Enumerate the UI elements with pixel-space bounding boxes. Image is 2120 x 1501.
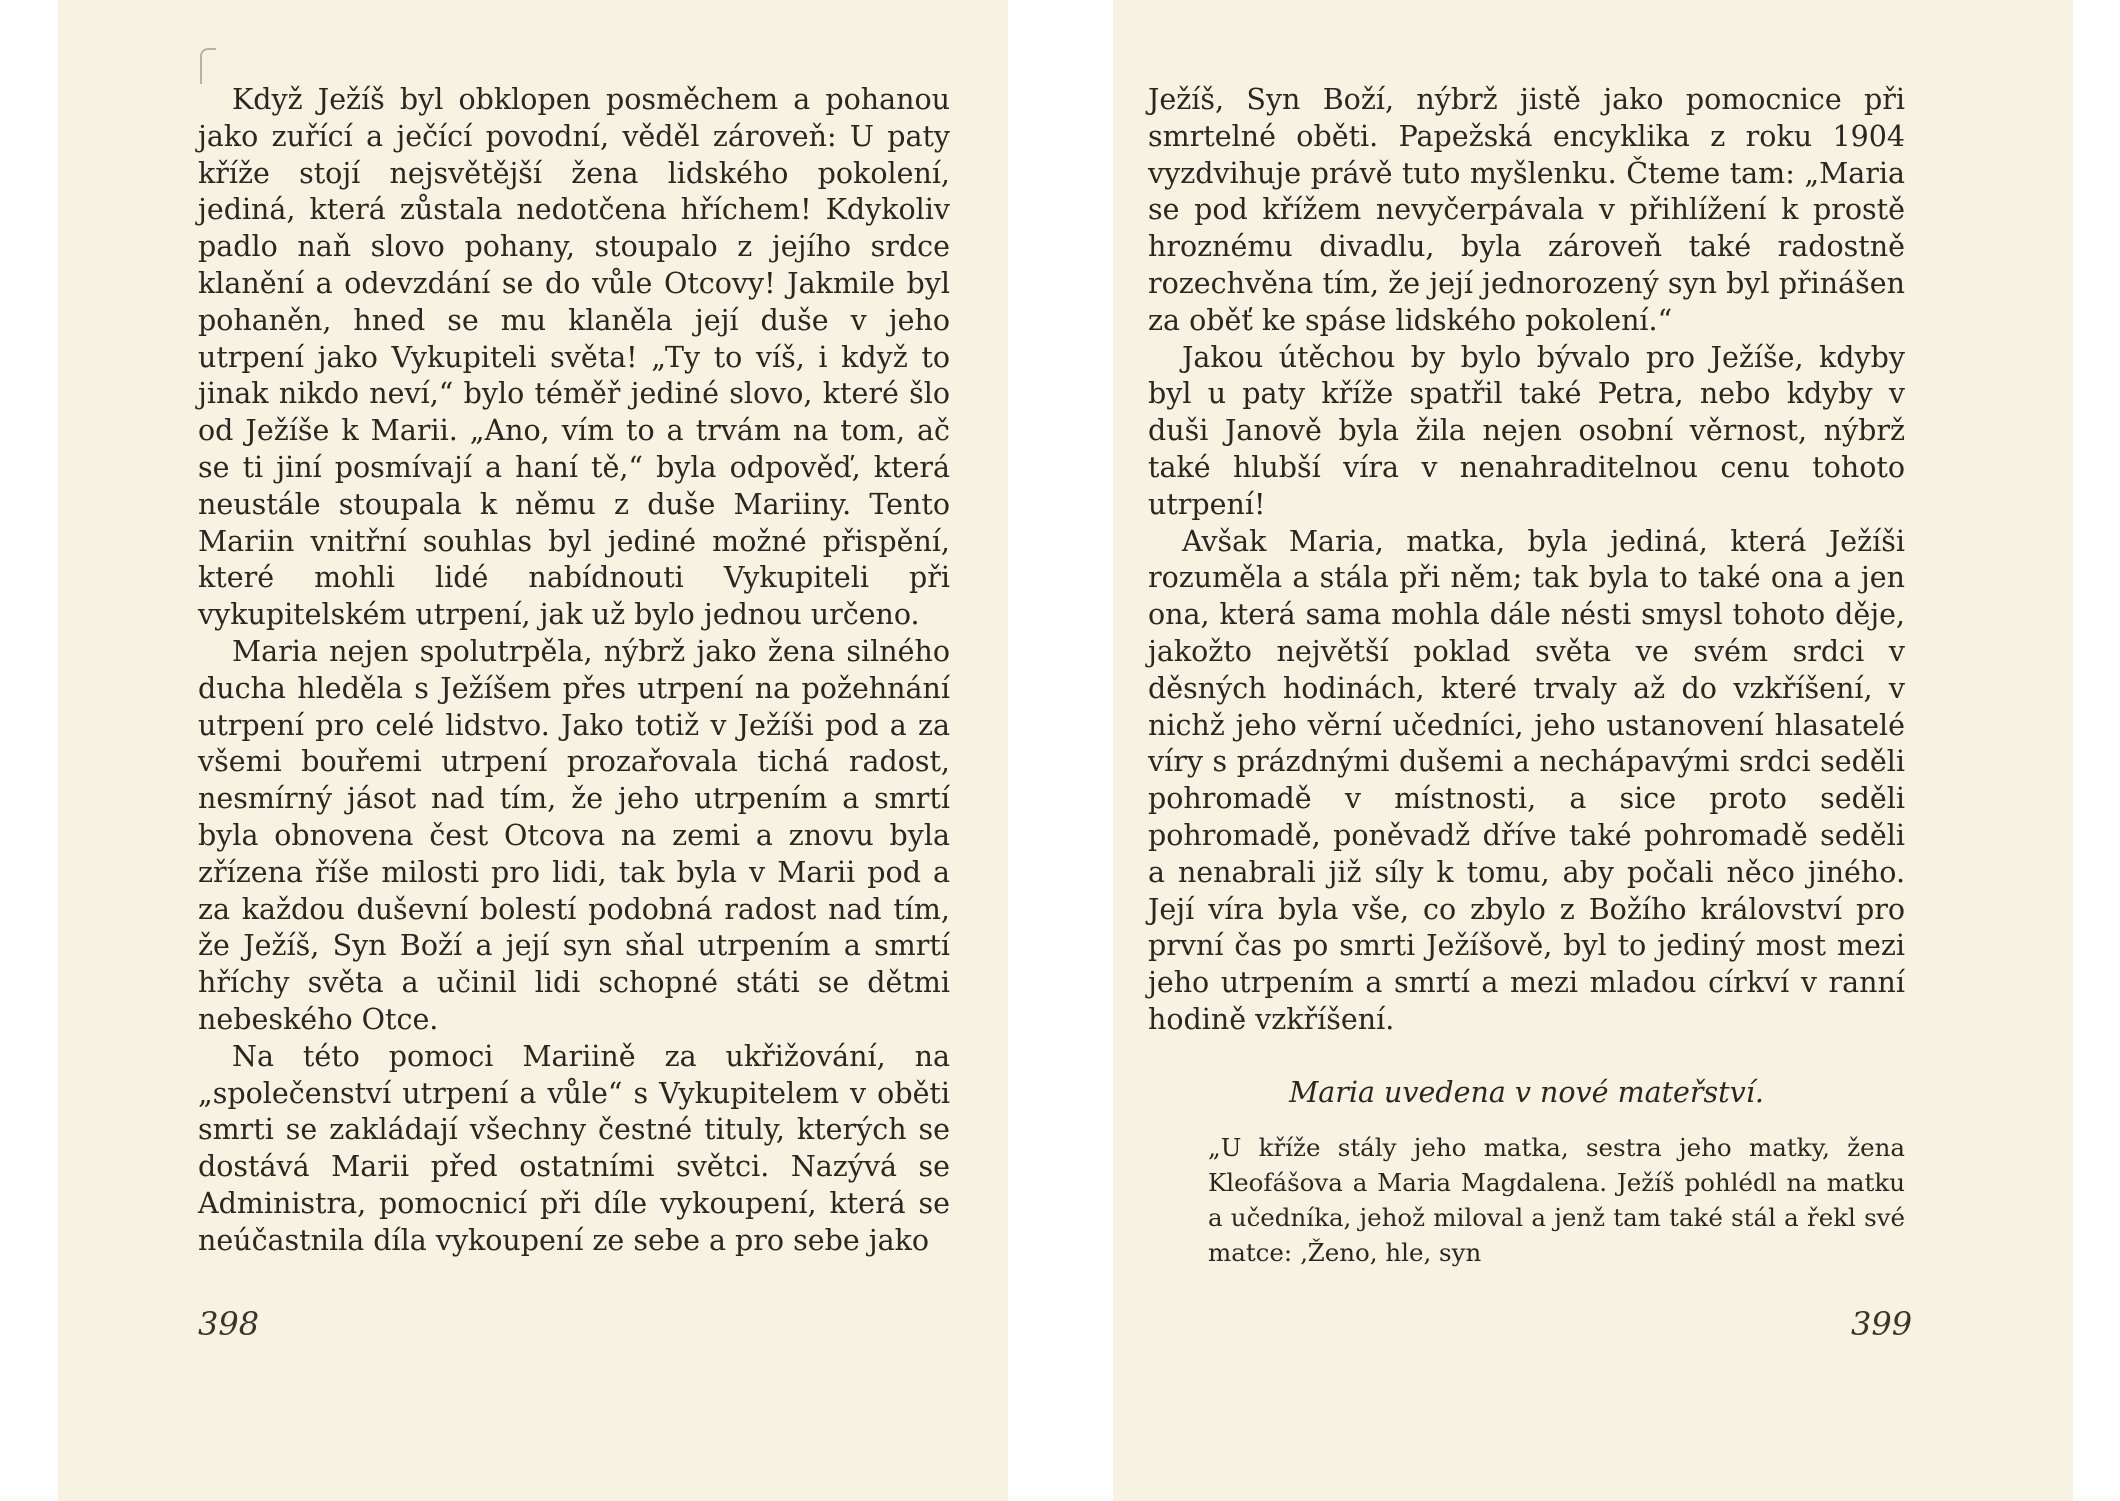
right-text-column <box>1148 82 1905 1270</box>
right-page <box>1113 0 2073 1501</box>
paragraph: Na této pomoci Mariině za ukřižování, na „společenství utrpení a vůle“ s Vykupitelem v oběti smrti se zakládají všechny čestné tituly, kterých se dostává Marii před ostatními světci. Nazývá se Administra, pomocnicí při díle vykoupení, která se neúčastnila díla vykoupení ze sebe a pro sebe jako <box>198 1039 950 1257</box>
paragraph: Jakou útěchou by bylo bývalo pro Ježíše, kdyby byl u paty kříže spatřil také Petra, nebo kdyby v duši Janově byla žila nejen osobní věrnost, nýbrž také hlubší víra v nenahraditelnou cenu tohoto utrpení! <box>1148 340 1905 521</box>
paragraph: Maria nejen spolutrpěla, nýbrž jako žena silného ducha hleděla s Ježíšem přes utrpení na požehnání utrpení pro celé lidstvo. Jako totiž v Ježíši pod a za všemi bouřemi utrpení prozařovala tichá radost, nesmírný jásot nad tím, že jeho utrpením a smrtí byla obnovena čest Otcova na zemi a znovu byla zřízena říše milosti pro lidi, tak byla v Marii pod a za každou duševní bolestí podobná radost nad tím, že Ježíš, Syn Boží a její syn sňal utrpením a smrtí hříchy světa a učinil lidi schopné státi se dětmi nebeského Otce. <box>198 634 950 1036</box>
paragraph: Avšak Maria, matka, byla jediná, která Ježíši rozuměla a stála při něm; tak byla to také ona a jen ona, která sama mohla dále nésti smysl tohoto děje, jakožto největší poklad světa ve svém srdci v děsných hodinách, které trvaly až do vzkříšení, v nichž jeho věrní učedníci, jeho ustanovení hlasatelé víry s prázdnými dušemi a nechápavými srdci seděli pohromadě v místnosti, a sice proto seděli pohromadě, poněvadž dříve také pohromadě seděli a nenabrali již síly k tomu, aby počali něco jiného. Její víra byla vše, co zbylo z Božího království pro první čas po smrti Ježíšově, byl to jediný most mezi jeho utrpením a smrtí a mezi mladou církví v ranní hodině vzkříšení. <box>1148 524 1905 1036</box>
page-number: 399 <box>1851 1305 1913 1343</box>
paragraph: Ježíš, Syn Boží, nýbrž jistě jako pomocnice při smrtelné oběti. Papežská encyklika z roku 1904 vyzdvihuje právě tuto myšlenku. Čteme tam: „Maria se pod křížem nevyčerpávala v přihlížení k prostě hroznému divadlu, byla zároveň také radostně rozechvěna tím, že její jednorozený syn byl přinášen za oběť ke spáse lidského pokolení.“ <box>1148 83 1905 337</box>
page-number: 398 <box>198 1305 260 1343</box>
section-heading: Maria uvedena v nové mateřství. <box>1289 1075 1764 1109</box>
corner-mark <box>200 48 216 84</box>
scripture-quote: „U kříže stály jeho matka, sestra jeho matky, žena Kleofášova a Maria Magdalena. Ježíš pohlédl na matku a učedníka, jehož miloval a jenž tam také stál a řekl své matce: ‚Ženo, hle, syn <box>1208 1132 1905 1267</box>
paragraph: Když Ježíš byl obklopen posměchem a pohanou jako zuřící a ječící povodní, věděl zároveň: U paty kříže stojí nejsvětější žena lidského pokolení, jediná, která zůstala nedotčena hříchem! Kdykoliv padlo naň slovo pohany, stoupalo z jejího srdce klanění a odevzdání se do vůle Otcovy! Jakmile byl pohaněn, hned se mu klaněla její duše v jeho utrpení jako Vykupiteli světa! „Ty to víš, i když to jinak nikdo neví,“ bylo téměř jediné slovo, které šlo od Ježíše k Marii. „Ano, vím to a trvám na tom, ač se ti jiní posmívají a haní tě,“ byla odpověď, která neustále stoupala k němu z duše Mariiny. Tento Mariin vnitřní souhlas byl jediné možné přispění, které mohli lidé nabídnouti Vykupiteli při vykupitelském utrpení, jak už bylo jednou určeno. <box>198 83 950 632</box>
left-page <box>58 0 1008 1501</box>
left-text-column <box>198 82 950 1260</box>
